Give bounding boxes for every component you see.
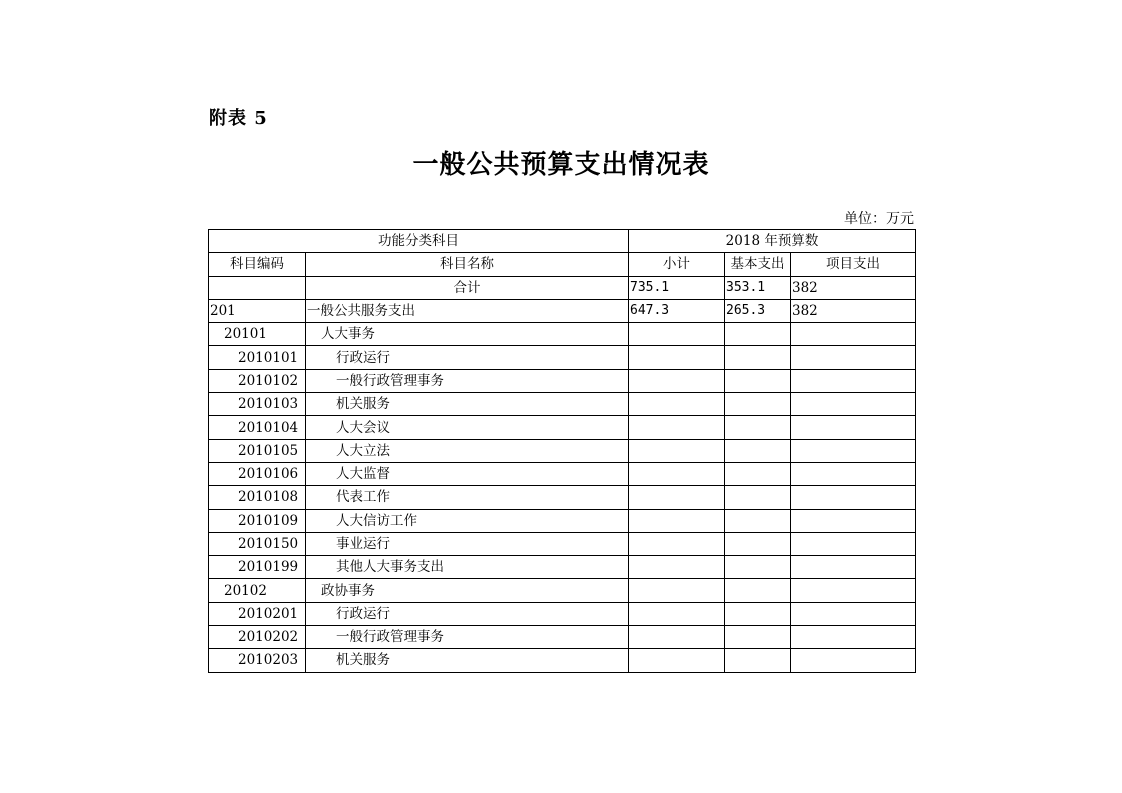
table-row: [209, 626, 916, 649]
cell-code: 2010103: [209, 393, 306, 416]
cell-project: [791, 579, 916, 602]
cell-code: 2010105: [209, 439, 306, 462]
cell-project: [791, 369, 916, 392]
cell-basic: [725, 579, 791, 602]
cell-project: [791, 649, 916, 672]
cell-subtotal: [629, 626, 725, 649]
cell-name: 代表工作: [306, 486, 629, 509]
cell-basic: [725, 369, 791, 392]
column-header-basic: 基本支出: [725, 253, 791, 276]
cell-code: 20102: [209, 579, 306, 602]
cell-subtotal: 735.1: [629, 276, 725, 299]
cell-name: 人大会议: [306, 416, 629, 439]
cell-code: 2010150: [209, 532, 306, 555]
cell-project: 382: [791, 299, 916, 322]
table-row: [209, 532, 916, 555]
column-header-project: 项目支出: [791, 253, 916, 276]
cell-code: 2010108: [209, 486, 306, 509]
cell-project: [791, 486, 916, 509]
cell-code: 2010109: [209, 509, 306, 532]
table-row: [209, 346, 916, 369]
cell-name: 机关服务: [306, 649, 629, 672]
cell-basic: [725, 393, 791, 416]
attachment-label: 附表 5: [209, 108, 268, 129]
cell-basic: [725, 416, 791, 439]
cell-subtotal: [629, 416, 725, 439]
group-header-budget-year: 2018 年预算数: [629, 230, 916, 253]
cell-basic: [725, 602, 791, 625]
cell-project: [791, 323, 916, 346]
cell-name: 行政运行: [306, 346, 629, 369]
cell-name: 一般行政管理事务: [306, 626, 629, 649]
cell-subtotal: [629, 532, 725, 555]
cell-name: 事业运行: [306, 532, 629, 555]
cell-project: [791, 346, 916, 369]
cell-project: [791, 439, 916, 462]
cell-basic: [725, 626, 791, 649]
cell-basic: 353.1: [725, 276, 791, 299]
cell-name: 人大立法: [306, 439, 629, 462]
budget-table: [208, 229, 916, 673]
table-row: [209, 486, 916, 509]
cell-subtotal: [629, 462, 725, 485]
cell-subtotal: 647.3: [629, 299, 725, 322]
cell-code: 20101: [209, 323, 306, 346]
table-row-total: [209, 276, 916, 299]
cell-name: 机关服务: [306, 393, 629, 416]
cell-name: 行政运行: [306, 602, 629, 625]
cell-code: 2010102: [209, 369, 306, 392]
cell-project: [791, 556, 916, 579]
cell-basic: [725, 486, 791, 509]
table-row: [209, 369, 916, 392]
cell-code: 2010106: [209, 462, 306, 485]
cell-project: 382: [791, 276, 916, 299]
cell-subtotal: [629, 393, 725, 416]
column-header-code: 科目编码: [209, 253, 306, 276]
cell-basic: [725, 556, 791, 579]
cell-name: 政协事务: [306, 579, 629, 602]
cell-subtotal: [629, 369, 725, 392]
cell-subtotal: [629, 486, 725, 509]
column-header-name: 科目名称: [306, 253, 629, 276]
cell-name: 其他人大事务支出: [306, 556, 629, 579]
cell-subtotal: [629, 323, 725, 346]
cell-name: 人大事务: [306, 323, 629, 346]
cell-basic: [725, 346, 791, 369]
cell-code: 201: [209, 299, 306, 322]
cell-subtotal: [629, 602, 725, 625]
table-row: [209, 416, 916, 439]
table-row: [209, 579, 916, 602]
cell-name: 人大监督: [306, 462, 629, 485]
cell-basic: [725, 532, 791, 555]
group-header-functional-category: 功能分类科目: [209, 230, 629, 253]
cell-code: 2010101: [209, 346, 306, 369]
cell-project: [791, 532, 916, 555]
cell-project: [791, 509, 916, 532]
table-group-header-row: [209, 230, 916, 253]
cell-code: 2010104: [209, 416, 306, 439]
cell-basic: [725, 439, 791, 462]
table-column-header-row: [209, 253, 916, 276]
cell-subtotal: [629, 649, 725, 672]
cell-project: [791, 416, 916, 439]
cell-subtotal: [629, 556, 725, 579]
table-row: [209, 323, 916, 346]
cell-project: [791, 626, 916, 649]
cell-code: 2010201: [209, 602, 306, 625]
page-title: 一般公共预算支出情况表: [412, 150, 710, 180]
cell-code: 2010203: [209, 649, 306, 672]
cell-project: [791, 393, 916, 416]
cell-name: 合计: [306, 276, 629, 299]
cell-subtotal: [629, 346, 725, 369]
cell-name: 人大信访工作: [306, 509, 629, 532]
cell-project: [791, 602, 916, 625]
cell-code: [209, 276, 306, 299]
cell-basic: [725, 649, 791, 672]
table-row: [209, 299, 916, 322]
table-row: [209, 439, 916, 462]
cell-code: 2010199: [209, 556, 306, 579]
cell-project: [791, 462, 916, 485]
table-row: [209, 649, 916, 672]
cell-basic: [725, 323, 791, 346]
cell-basic: [725, 509, 791, 532]
table-row: [209, 393, 916, 416]
table-row: [209, 509, 916, 532]
cell-basic: 265.3: [725, 299, 791, 322]
unit-label: 单位：万元: [844, 211, 914, 227]
column-header-subtotal: 小计: [629, 253, 725, 276]
cell-name: 一般公共服务支出: [306, 299, 629, 322]
cell-name: 一般行政管理事务: [306, 369, 629, 392]
cell-subtotal: [629, 579, 725, 602]
cell-subtotal: [629, 509, 725, 532]
cell-basic: [725, 462, 791, 485]
table-row: [209, 602, 916, 625]
cell-subtotal: [629, 439, 725, 462]
table-row: [209, 462, 916, 485]
table-row: [209, 556, 916, 579]
cell-code: 2010202: [209, 626, 306, 649]
